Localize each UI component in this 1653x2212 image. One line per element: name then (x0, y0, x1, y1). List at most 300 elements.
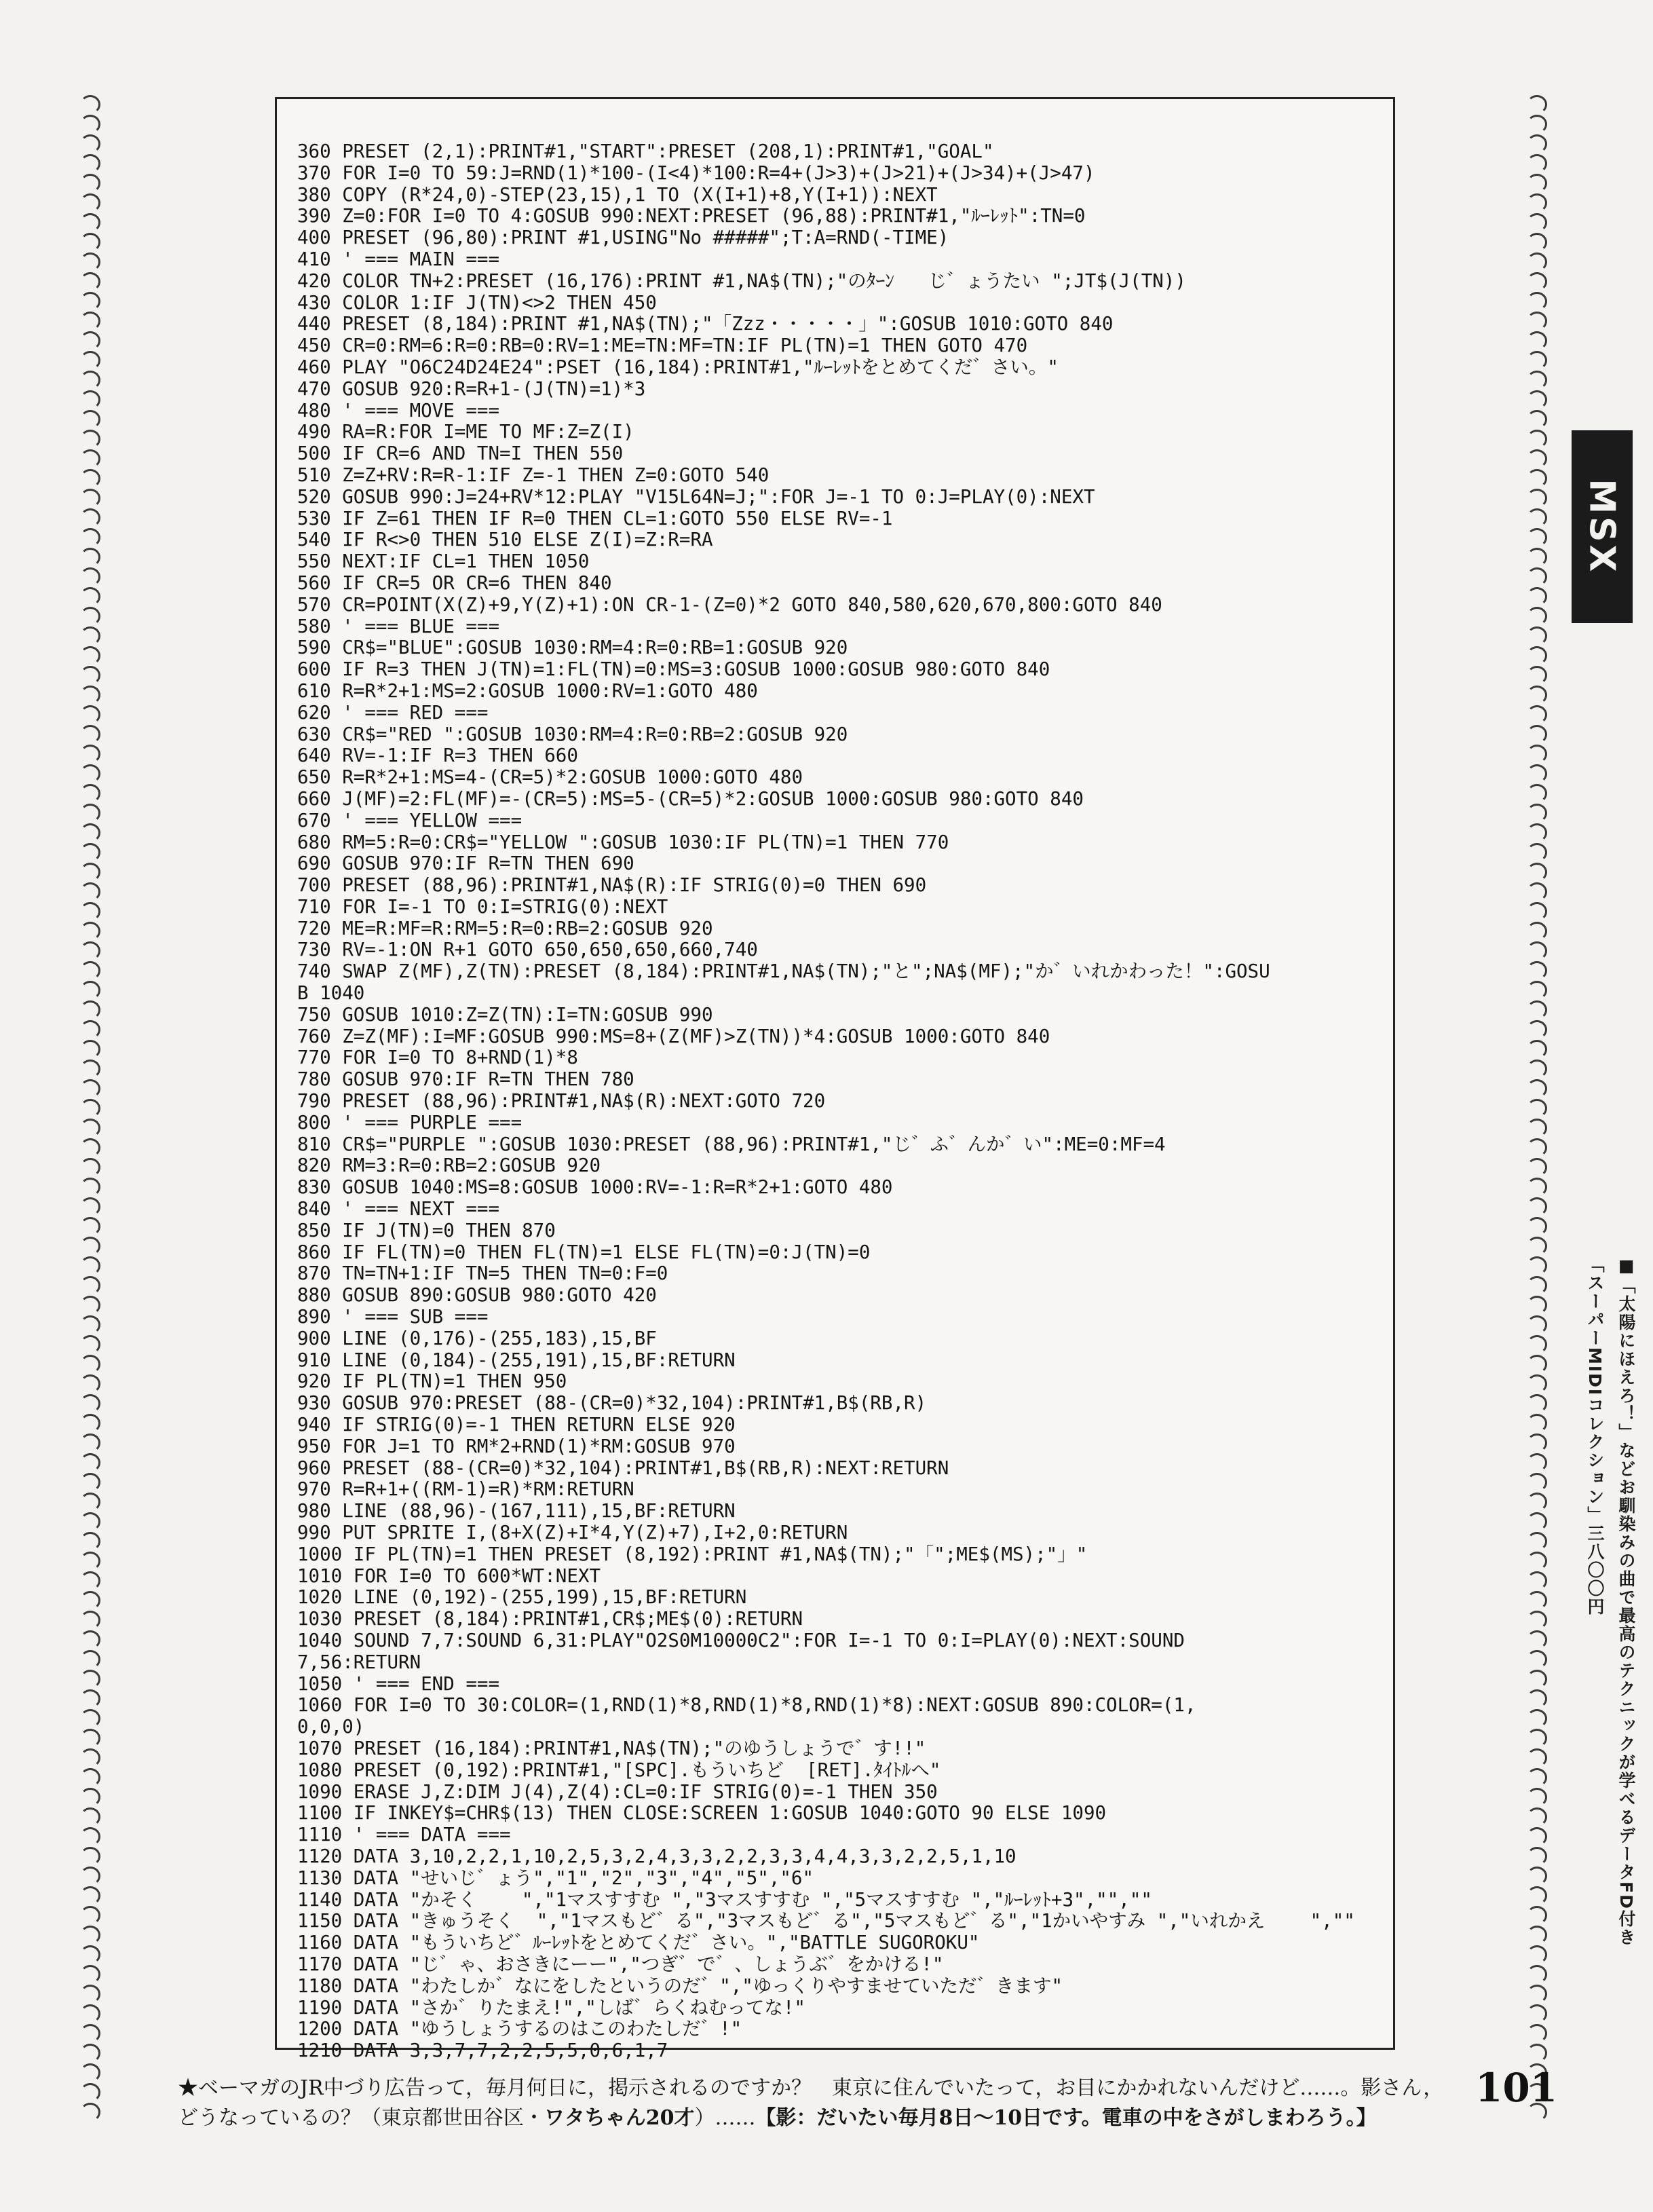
border-scallop (80, 1060, 100, 1079)
border-scallop (1527, 134, 1547, 153)
border-scallop (80, 1748, 100, 1767)
code-line: 1180 DATA "わたしか゛なにをしたというのだ゛","ゆっくりやすませていただ゛きます" (297, 1974, 1063, 1997)
border-scallop (1527, 1788, 1547, 1807)
code-line: 550 NEXT:IF CL=1 THEN 1050 (297, 550, 590, 573)
border-scallop (1527, 1768, 1547, 1787)
border-scallop (1527, 902, 1547, 921)
border-scallop (80, 686, 100, 705)
border-scallop (80, 941, 100, 960)
border-scallop (1527, 548, 1547, 567)
code-line: 1040 SOUND 7,7:SOUND 6,31:PLAY"O2S0M10000C2":FOR I=-1 TO 0:I=PLAY(0):NEXT:SOUND (297, 1629, 1185, 1651)
code-line: 950 FOR J=1 TO RM*2+RND(1)*RM:GOSUB 970 (297, 1435, 736, 1457)
border-scallop (80, 1788, 100, 1807)
border-scallop (1527, 1119, 1547, 1138)
border-scallop (80, 705, 100, 724)
border-scallop (1527, 1355, 1547, 1374)
border-scallop (1527, 1493, 1547, 1512)
border-scallop (1527, 1611, 1547, 1630)
reader-letter (178, 2074, 1454, 2133)
border-scallop (80, 292, 100, 311)
border-scallop (80, 1296, 100, 1315)
border-scallop (1527, 1985, 1547, 2004)
code-line: 630 CR$="RED ":GOSUB 1030:RM=4:R=0:RB=2:GOSUB 920 (297, 723, 848, 745)
border-scallop (80, 351, 100, 370)
code-line: 1200 DATA "ゆうしょうするのはこのわたしだ゛!" (297, 2018, 742, 2040)
border-scallop (1527, 1060, 1547, 1079)
border-scallop (1527, 233, 1547, 252)
border-scallop (1527, 115, 1547, 134)
border-scallop (1527, 1433, 1547, 1452)
code-line: 930 GOSUB 970:PRESET (88-(CR=0)*32,104):PRINT#1,B$(RB,R) (297, 1392, 927, 1414)
border-scallop (1527, 2004, 1547, 2023)
border-scallop (80, 1040, 100, 1059)
code-line: 510 Z=Z+RV:R=R-1:IF Z=-1 THEN Z=0:GOTO 540 (297, 464, 770, 486)
border-scallop (80, 1217, 100, 1236)
right-decorative-border (1527, 95, 1550, 2131)
code-line: 800 ' === PURPLE === (297, 1111, 522, 1133)
border-scallop (1527, 1591, 1547, 1610)
code-line: 750 GOSUB 1010:Z=Z(TN):I=TN:GOSUB 990 (297, 1003, 713, 1026)
border-scallop (1527, 390, 1547, 409)
border-scallop (1527, 449, 1547, 468)
border-scallop (1527, 469, 1547, 488)
border-scallop (80, 1709, 100, 1728)
reader-question-end: ）…… (694, 2106, 756, 2130)
code-line: 920 IF PL(TN)=1 THEN 950 (297, 1370, 567, 1393)
code-line: 620 ' === RED === (297, 701, 489, 724)
reader-name: ワタちゃん20才 (544, 2106, 695, 2130)
code-line: 1070 PRESET (16,184):PRINT#1,NA$(TN);"のゆうしょうで゛す!!" (297, 1737, 926, 1759)
border-scallop (80, 981, 100, 1000)
border-scallop (80, 1945, 100, 1964)
border-scallop (1527, 1217, 1547, 1236)
border-scallop (1527, 1827, 1547, 1846)
code-line: 530 IF Z=61 THEN IF R=0 THEN CL=1:GOTO 550 ELSE RV=-1 (297, 507, 893, 529)
border-scallop (1527, 1158, 1547, 1177)
border-scallop (80, 1433, 100, 1452)
border-scallop (1527, 745, 1547, 764)
border-scallop (80, 882, 100, 901)
code-line: 1110 ' === DATA === (297, 1824, 511, 1846)
program-listing-box (275, 97, 1395, 2062)
border-scallop (80, 1689, 100, 1708)
border-scallop (1527, 764, 1547, 783)
border-scallop (80, 1414, 100, 1433)
border-scallop (80, 548, 100, 567)
border-scallop (1527, 1807, 1547, 1826)
border-scallop (1527, 1965, 1547, 1984)
code-line: 670 ' === YELLOW === (297, 809, 522, 831)
code-line: 780 GOSUB 970:IF R=TN THEN 780 (297, 1068, 634, 1091)
border-scallop (80, 666, 100, 685)
border-scallop (80, 1906, 100, 1925)
border-scallop (80, 784, 100, 803)
border-scallop (80, 2063, 100, 2082)
border-scallop (80, 1768, 100, 1787)
border-scallop (1527, 1453, 1547, 1472)
code-line: 480 ' === MOVE === (297, 399, 500, 421)
border-scallop (80, 1138, 100, 1157)
left-decorative-border (80, 95, 103, 2131)
border-scallop (1527, 1571, 1547, 1590)
border-scallop (80, 1197, 100, 1216)
code-line: 1010 FOR I=0 TO 600*WT:NEXT (297, 1564, 601, 1587)
border-scallop (80, 193, 100, 212)
border-scallop (80, 1650, 100, 1669)
code-line: 850 IF J(TN)=0 THEN 870 (297, 1219, 556, 1241)
border-scallop (1527, 1020, 1547, 1039)
border-scallop (80, 1493, 100, 1512)
code-line: 560 IF CR=5 OR CR=6 THEN 840 (297, 571, 612, 594)
code-line: 690 GOSUB 970:IF R=TN THEN 690 (297, 852, 634, 875)
border-scallop (80, 252, 100, 271)
border-scallop (1527, 567, 1547, 586)
border-scallop (1527, 1394, 1547, 1413)
code-line: 500 IF CR=6 AND TN=I THEN 550 (297, 443, 624, 465)
border-scallop (80, 2083, 100, 2102)
border-scallop (1527, 587, 1547, 606)
border-scallop (1527, 1650, 1547, 1669)
border-scallop (80, 1591, 100, 1610)
code-line: 990 PUT SPRITE I,(8+X(Z)+I*4,Y(Z)+7),I+2,0:RETURN (297, 1522, 848, 1543)
border-scallop (80, 1532, 100, 1551)
border-scallop (80, 607, 100, 626)
code-line: 1130 DATA "せいじ゛ょう","1","2","3","4","5","6" (297, 1867, 814, 1889)
border-scallop (80, 213, 100, 232)
code-line: 660 J(MF)=2:FL(MF)=-(CR=5):MS=5-(CR=5)*2:GOSUB 1000:GOSUB 980:GOTO 840 (297, 787, 1084, 810)
border-scallop (1527, 410, 1547, 429)
border-scallop (80, 587, 100, 606)
border-scallop (1527, 804, 1547, 823)
border-scallop (80, 1847, 100, 1866)
border-scallop (1527, 725, 1547, 744)
border-scallop (80, 1630, 100, 1649)
border-scallop (80, 1453, 100, 1472)
side-ad-line-2: 「スーパーMIDIコレクション」三八〇〇円 (1585, 1256, 1605, 1617)
border-scallop (80, 1119, 100, 1138)
border-scallop (1527, 489, 1547, 508)
code-line: 820 RM=3:R=0:RB=2:GOSUB 920 (297, 1155, 601, 1177)
border-scallop (1527, 154, 1547, 173)
border-scallop (80, 1807, 100, 1826)
border-scallop (80, 1335, 100, 1354)
code-line: 720 ME=R:MF=R:RM=5:R=0:RB=2:GOSUB 920 (297, 917, 713, 939)
border-scallop (1527, 1886, 1547, 1905)
border-scallop (1527, 1178, 1547, 1197)
border-scallop (80, 843, 100, 862)
border-scallop (80, 745, 100, 764)
border-scallop (80, 1867, 100, 1886)
code-line: 1050 ' === END === (297, 1672, 500, 1695)
border-scallop (1527, 174, 1547, 193)
border-scallop (1527, 1335, 1547, 1354)
border-scallop (1527, 193, 1547, 212)
border-scallop (1527, 351, 1547, 370)
border-scallop (1527, 1197, 1547, 1216)
border-scallop (80, 1374, 100, 1393)
code-line: 1080 PRESET (0,192):PRINT#1,"[SPC].もういちど [RET].ﾀｲﾄﾙへ" (297, 1759, 941, 1781)
border-scallop (1527, 882, 1547, 901)
border-scallop (1527, 1040, 1547, 1059)
code-line: 1090 ERASE J,Z:DIM J(4),Z(4):CL=0:IF STRIG(0)=-1 THEN 350 (297, 1780, 938, 1803)
border-scallop (80, 233, 100, 252)
border-scallop (1527, 1689, 1547, 1708)
border-scallop (80, 725, 100, 744)
code-line: 610 R=R*2+1:MS=2:GOSUB 1000:RV=1:GOTO 480 (297, 679, 758, 702)
code-line: 540 IF R<>0 THEN 510 ELSE Z(I)=Z:R=RA (297, 529, 713, 551)
border-scallop (80, 1315, 100, 1334)
code-line: 390 Z=0:FOR I=0 TO 4:GOSUB 990:NEXT:PRESET (96,88):PRINT#1,"ﾙｰﾚｯﾄ":TN=0 (297, 205, 1086, 227)
code-line: 650 R=R*2+1:MS=4-(CR=5)*2:GOSUB 1000:GOTO 480 (297, 766, 803, 789)
border-scallop (80, 626, 100, 645)
code-line: 1150 DATA "きゅうそく ","1マスもど゛る","3マスもど゛る","5マスもど゛る","1かいやすみ ","いれかえ ","" (297, 1910, 1355, 1932)
border-scallop (80, 469, 100, 488)
border-scallop (80, 174, 100, 193)
border-scallop (80, 331, 100, 350)
border-scallop (1527, 843, 1547, 862)
border-scallop (1527, 705, 1547, 724)
border-scallop (1527, 941, 1547, 960)
code-line: 710 FOR I=-1 TO 0:I=STRIG(0):NEXT (297, 895, 668, 918)
border-scallop (80, 961, 100, 980)
code-line: 890 ' === SUB === (297, 1306, 489, 1328)
code-line: 840 ' === NEXT === (297, 1198, 500, 1220)
border-scallop (80, 2024, 100, 2043)
border-scallop (1527, 312, 1547, 331)
code-line: 700 PRESET (88,96):PRINT#1,NA$(R):IF STRIG(0)=0 THEN 690 (297, 874, 927, 897)
code-line: 1160 DATA "もういちど゛ﾙｰﾚｯﾄをとめてくだ゛さい。","BATTLE SUGOROKU" (297, 1932, 980, 1954)
border-scallop (80, 863, 100, 882)
msx-tab-label: MSX (1582, 479, 1623, 575)
border-scallop (1527, 686, 1547, 705)
border-scallop (80, 508, 100, 527)
border-scallop (1527, 1867, 1547, 1886)
border-scallop (80, 134, 100, 153)
code-line: 900 LINE (0,176)-(255,183),15,BF (297, 1327, 657, 1349)
code-line: 570 CR=POINT(X(Z)+9,Y(Z)+1):ON CR-1-(Z=0)*2 GOTO 840,580,620,670,800:GOTO 840 (297, 593, 1162, 616)
border-scallop (80, 430, 100, 449)
border-scallop (1527, 961, 1547, 980)
side-advertisement (1572, 1256, 1639, 2057)
border-scallop (1527, 1945, 1547, 1964)
code-line: 460 PLAY "O6C24D24E24":PSET (16,184):PRINT#1,"ﾙｰﾚｯﾄをとめてくだ゛さい。" (297, 356, 1059, 378)
side-ad-line-1: ■「太陽にほえろ！」などお馴染みの曲で最高のテクニックが学べるデータFD付き (1616, 1256, 1636, 1947)
code-line: 910 LINE (0,184)-(255,191),15,BF:RETURN (297, 1349, 736, 1371)
border-scallop (80, 1158, 100, 1177)
border-scallop (80, 154, 100, 173)
code-line: 0,0,0) (297, 1716, 365, 1738)
code-line: 1140 DATA "かそく ","1マスすすむ ","3マスすすむ ","5マスすすむ ","ﾙｰﾚｯﾄ+3","","" (297, 1888, 1152, 1911)
border-scallop (80, 804, 100, 823)
border-scallop (1527, 371, 1547, 390)
code-line: 420 COLOR TN+2:PRESET (16,176):PRINT #1,NA$(TN);"のﾀｰﾝ じ゛ょうたい ";JT$(J(TN)) (297, 269, 1186, 292)
border-scallop (1527, 1906, 1547, 1925)
border-scallop (80, 764, 100, 783)
border-scallop (1527, 1237, 1547, 1256)
code-line: 1030 PRESET (8,184):PRINT#1,CR$;ME$(0):RETURN (297, 1608, 803, 1630)
border-scallop (1527, 1748, 1547, 1767)
border-scallop (80, 1729, 100, 1748)
border-scallop (80, 1827, 100, 1846)
border-scallop (1527, 2044, 1547, 2063)
msx-section-tab (1572, 430, 1633, 623)
border-scallop (1527, 272, 1547, 291)
border-scallop (1527, 922, 1547, 941)
border-scallop (1527, 508, 1547, 527)
border-scallop (80, 1256, 100, 1275)
border-scallop (80, 1571, 100, 1590)
border-scallop (1527, 1473, 1547, 1492)
border-scallop (80, 312, 100, 331)
border-scallop (1527, 430, 1547, 449)
border-scallop (1527, 626, 1547, 645)
editor-answer: 【影：だいたい毎月8日～10日です。電車の中をさがしまわろう。】 (755, 2106, 1377, 2130)
code-line: 450 CR=0:RM=6:R=0:RB=0:RV=1:ME=TN:MF=TN:IF PL(TN)=1 THEN GOTO 470 (297, 335, 1028, 357)
border-scallop (1527, 331, 1547, 350)
code-line: 960 PRESET (88-(CR=0)*32,104):PRINT#1,B$(RB,R):NEXT:RETURN (297, 1457, 949, 1479)
code-line: 600 IF R=3 THEN J(TN)=1:FL(TN)=0:MS=3:GOSUB 1000:GOSUB 980:GOTO 840 (297, 658, 1050, 681)
border-scallop (1527, 1926, 1547, 1945)
border-scallop (1527, 646, 1547, 665)
border-scallop (80, 410, 100, 429)
code-line: 880 GOSUB 890:GOSUB 980:GOTO 420 (297, 1284, 657, 1307)
page-number: 101 (1475, 2065, 1558, 2111)
border-scallop (1527, 1709, 1547, 1728)
border-scallop (80, 1237, 100, 1256)
code-line: 740 SWAP Z(MF),Z(TN):PRESET (8,184):PRINT#1,NA$(TN);"と";NA$(MF);"か゛いれかわった！":GOSU (297, 960, 1270, 983)
border-scallop (80, 2044, 100, 2063)
code-line: 940 IF STRIG(0)=-1 THEN RETURN ELSE 920 (297, 1414, 736, 1436)
border-scallop (1527, 784, 1547, 803)
border-scallop (1527, 1079, 1547, 1098)
border-scallop (80, 2004, 100, 2023)
border-scallop (80, 1926, 100, 1945)
border-scallop (1527, 1138, 1547, 1157)
code-line: 580 ' === BLUE === (297, 615, 500, 637)
border-scallop (1527, 1847, 1547, 1866)
code-line: 810 CR$="PURPLE ":GOSUB 1030:PRESET (88,96):PRINT#1,"じ゛ふ゛んか゛い":ME=0:MF=4 (297, 1133, 1166, 1155)
border-scallop (1527, 666, 1547, 685)
border-scallop (1527, 823, 1547, 842)
code-line: 1120 DATA 3,10,2,2,1,10,2,5,3,2,4,3,3,2,2,3,3,4,4,3,3,2,2,5,1,10 (297, 1845, 1016, 1867)
code-line: 730 RV=-1:ON R+1 GOTO 650,650,650,660,740 (297, 939, 758, 961)
basic-program-listing (297, 141, 1383, 2062)
code-line: 1210 DATA 3,3,7,7,2,2,5,5,0,6,1,7 (297, 2040, 668, 2062)
code-line: 440 PRESET (8,184):PRINT #1,NA$(TN);"「Zzz・・・・・」":GOSUB 1010:GOTO 840 (297, 313, 1114, 335)
border-scallop (80, 1512, 100, 1531)
border-scallop (1527, 1315, 1547, 1334)
border-scallop (80, 489, 100, 508)
code-line: 790 PRESET (88,96):PRINT#1,NA$(R):NEXT:GOTO 720 (297, 1090, 826, 1112)
border-scallop (1527, 863, 1547, 882)
reader-question: ★ベーマガのJR中づり広告って，毎月何日に，掲示されるのですか？ 東京に住んでいたって，お目にかかれないんだけど……。影さん，どうなっているの？（東京都世田谷区・ (178, 2076, 1444, 2130)
border-scallop (1527, 607, 1547, 626)
code-line: 980 LINE (88,96)-(167,111),15,BF:RETURN (297, 1500, 736, 1522)
code-line: 760 Z=Z(MF):I=MF:GOSUB 990:MS=8+(Z(MF)>Z(TN))*4:GOSUB 1000:GOTO 840 (297, 1025, 1050, 1047)
border-scallop (80, 2103, 100, 2122)
border-scallop (80, 390, 100, 409)
border-scallop (1527, 1532, 1547, 1551)
border-scallop (80, 1394, 100, 1413)
border-scallop (1527, 528, 1547, 547)
border-scallop (80, 1099, 100, 1118)
border-scallop (1527, 1512, 1547, 1531)
border-scallop (1527, 1670, 1547, 1689)
border-scallop (1527, 1414, 1547, 1433)
border-scallop (80, 449, 100, 468)
code-line: 380 COPY (R*24,0)-STEP(23,15),1 TO (X(I+1)+8,Y(I+1)):NEXT (297, 183, 938, 206)
border-scallop (80, 1276, 100, 1295)
border-scallop (80, 823, 100, 842)
border-scallop (1527, 95, 1547, 114)
border-scallop (1527, 2024, 1547, 2043)
code-line: B 1040 (297, 982, 365, 1005)
border-scallop (1527, 292, 1547, 311)
border-scallop (80, 1886, 100, 1905)
border-scallop (80, 646, 100, 665)
border-scallop (80, 371, 100, 390)
border-scallop (80, 1020, 100, 1039)
code-line: 1170 DATA "じ゛ゃ、おさきにーー","つぎ゛で゛、しょうぶ゛をかける!" (297, 1953, 944, 1975)
code-line: 970 R=R+1+((RM-1)=R)*RM:RETURN (297, 1478, 634, 1501)
border-scallop (80, 1355, 100, 1374)
code-line: 1100 IF INKEY$=CHR$(13) THEN CLOSE:SCREEN 1:GOSUB 1040:GOTO 90 ELSE 1090 (297, 1802, 1107, 1824)
border-scallop (80, 1079, 100, 1098)
border-scallop (1527, 981, 1547, 1000)
code-line: 590 CR$="BLUE":GOSUB 1030:RM=4:R=0:RB=1:GOSUB 920 (297, 637, 848, 659)
code-line: 430 COLOR 1:IF J(TN)<>2 THEN 450 (297, 291, 657, 314)
code-line: 870 TN=TN+1:IF TN=5 THEN TN=0:F=0 (297, 1262, 668, 1285)
code-line: 1000 IF PL(TN)=1 THEN PRESET (8,192):PRINT #1,NA$(TN);"「";ME$(MS);"」" (297, 1543, 1088, 1565)
border-scallop (1527, 1000, 1547, 1019)
code-line: 370 FOR I=0 TO 59:J=RND(1)*100-(I<4)*100:R=4+(J>3)+(J>21)+(J>34)+(J>47) (297, 162, 1095, 184)
code-line: 400 PRESET (96,80):PRINT #1,USING"No #####";T:A=RND(-TIME) (297, 227, 949, 249)
border-scallop (80, 1000, 100, 1019)
border-scallop (1527, 252, 1547, 271)
border-scallop (80, 922, 100, 941)
border-scallop (80, 528, 100, 547)
border-scallop (80, 902, 100, 921)
border-scallop (80, 1178, 100, 1197)
code-line: 1190 DATA "さか゛りたまえ!","しば゛らくねむってな!" (297, 1996, 805, 2019)
border-scallop (1527, 1729, 1547, 1748)
border-scallop (80, 1670, 100, 1689)
border-scallop (1527, 1630, 1547, 1649)
code-line: 490 RA=R:FOR I=ME TO MF:Z=Z(I) (297, 421, 634, 443)
border-scallop (80, 272, 100, 291)
border-scallop (80, 1552, 100, 1571)
code-line: 7,56:RETURN (297, 1651, 421, 1673)
border-scallop (1527, 1552, 1547, 1571)
code-line: 1020 LINE (0,192)-(255,199),15,BF:RETURN (297, 1586, 747, 1609)
border-scallop (80, 1965, 100, 1984)
code-line: 1060 FOR I=0 TO 30:COLOR=(1,RND(1)*8,RND(1)*8,RND(1)*8):NEXT:GOSUB 890:COLOR=(1, (297, 1694, 1196, 1717)
code-line: 680 RM=5:R=0:CR$="YELLOW ":GOSUB 1030:IF PL(TN)=1 THEN 770 (297, 831, 949, 853)
code-line: 520 GOSUB 990:J=24+RV*12:PLAY "V15L64N=J;":FOR J=-1 TO 0:J=PLAY(0):NEXT (297, 485, 1095, 508)
border-scallop (1527, 213, 1547, 232)
border-scallop (1527, 1276, 1547, 1295)
code-line: 860 IF FL(TN)=0 THEN FL(TN)=1 ELSE FL(TN)=0:J(TN)=0 (297, 1241, 871, 1263)
border-scallop (80, 567, 100, 586)
border-scallop (80, 1473, 100, 1492)
border-scallop (80, 1611, 100, 1630)
code-line: 360 PRESET (2,1):PRINT#1,"START":PRESET (208,1):PRINT#1,"GOAL" (297, 140, 994, 162)
border-scallop (80, 95, 100, 114)
border-scallop (1527, 1296, 1547, 1315)
border-scallop (1527, 1374, 1547, 1393)
code-line: 770 FOR I=0 TO 8+RND(1)*8 (297, 1047, 578, 1069)
border-scallop (80, 1985, 100, 2004)
